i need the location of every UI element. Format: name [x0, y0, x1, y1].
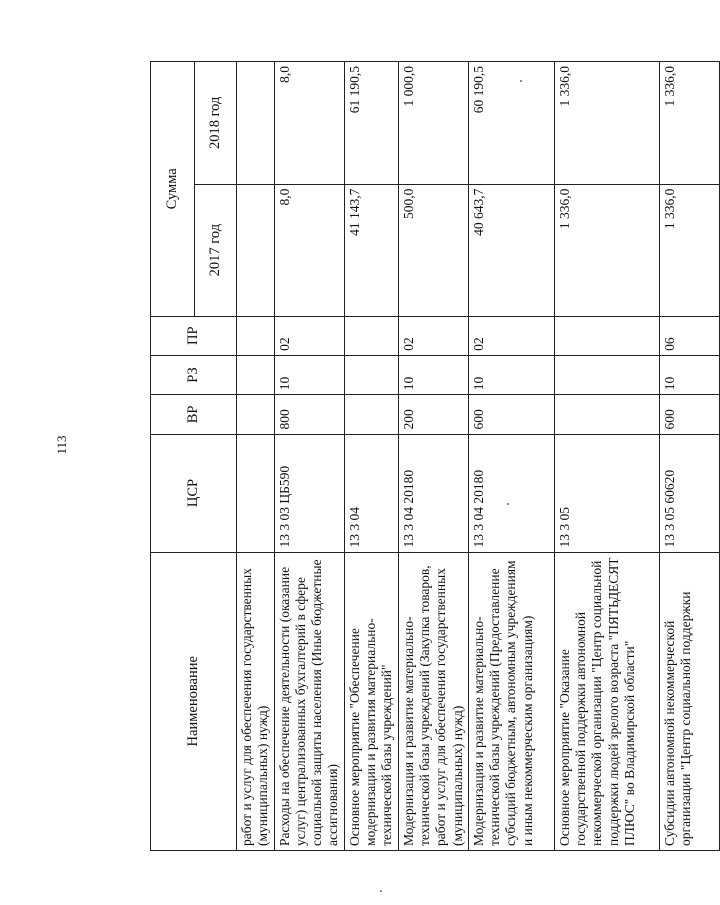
header-year-2018: 2018 год — [195, 62, 237, 185]
row-vr — [344, 395, 398, 434]
row-vr: 200 — [398, 395, 468, 434]
row-2017: 8,0 — [274, 184, 344, 316]
row-2018: 8,0 — [274, 62, 344, 185]
row-vr: 600 — [659, 395, 719, 434]
scan-speck — [507, 503, 509, 505]
row-rz — [237, 355, 275, 394]
row-pr: 02 — [274, 316, 344, 355]
row-name: Модернизация и развитие материально-технической базы учреждений (Закупка товаров, работ и услуг для обеспечения государственных (муниципальных) нужд) — [398, 552, 468, 850]
row-rz: 10 — [659, 355, 719, 394]
row-vr — [554, 395, 659, 434]
row-name: работ и услуг для обеспечения государственных (муниципальных) нужд) — [237, 552, 275, 850]
header-rz: РЗ — [151, 355, 237, 394]
table-row — [237, 62, 275, 851]
row-csr: 13 3 04 — [344, 434, 398, 552]
row-csr: 13 3 03 ЦБ590 — [274, 434, 344, 552]
table-row — [468, 62, 554, 851]
document-sheet — [150, 61, 694, 851]
row-pr: 02 — [398, 316, 468, 355]
row-name: Основное мероприятие "Обеспечение модернизации и развития материально-технической базы учреждений" — [344, 552, 398, 850]
scan-speck — [520, 80, 522, 82]
row-rz: 10 — [398, 355, 468, 394]
scan-speck — [380, 890, 382, 892]
row-2018: 1 336,0 — [659, 62, 719, 185]
header-pr: ПР — [151, 316, 237, 355]
page-number: 113 — [54, 435, 69, 455]
row-2018 — [237, 62, 275, 185]
table-row — [274, 62, 344, 851]
row-pr — [554, 316, 659, 355]
row-rz: 10 — [274, 355, 344, 394]
row-csr: 13 3 04 20180 — [398, 434, 468, 552]
table-row — [398, 62, 468, 851]
row-2017: 1 336,0 — [554, 184, 659, 316]
row-vr: 800 — [274, 395, 344, 434]
row-2017: 41 143,7 — [344, 184, 398, 316]
row-name: Расходы на обеспечение деятельности (оказание услуг) централизованных бухгалтерий в сфере социальной защиты населения (Иные бюджетные ассигнования) — [274, 552, 344, 850]
row-vr — [237, 395, 275, 434]
row-pr — [344, 316, 398, 355]
row-rz — [344, 355, 398, 394]
table-body — [237, 62, 720, 851]
row-2017: 500,0 — [398, 184, 468, 316]
row-pr: 02 — [468, 316, 554, 355]
row-name: Модернизация и развитие материально-технической базы учреждений (Предоставление субсидий бюджетным, автономным учреждениям и иным некоммерческим организациям) — [468, 552, 554, 850]
row-csr: 13 3 05 60620 — [659, 434, 719, 552]
table-header — [151, 62, 237, 851]
row-2018: 61 190,5 — [344, 62, 398, 185]
table-row — [554, 62, 659, 851]
table-row — [344, 62, 398, 851]
row-name: Основное мероприятие "Оказание государственной поддержки автономной некоммерческой организации "Центр социальной поддержки людей зрелого возраста "ПЯТЬДЕСЯТ ПЛЮС" во Владимирской области" — [554, 552, 659, 850]
header-name: Наименование — [151, 552, 237, 850]
row-pr: 06 — [659, 316, 719, 355]
header-year-2017: 2017 год — [195, 184, 237, 316]
row-2018: 1 000,0 — [398, 62, 468, 185]
row-2018: 1 336,0 — [554, 62, 659, 185]
rotated-content — [150, 61, 694, 851]
row-csr: 13 3 05 — [554, 434, 659, 552]
header-vr: ВР — [151, 395, 237, 434]
row-csr — [237, 434, 275, 552]
row-2017: 1 336,0 — [659, 184, 719, 316]
row-2018: 60 190,5 — [468, 62, 554, 185]
row-2017 — [237, 184, 275, 316]
header-sum: Сумма — [151, 62, 195, 317]
row-vr: 600 — [468, 395, 554, 434]
row-name: Субсидии автономной некоммерческой организации "Центр социальной поддержки — [659, 552, 719, 850]
header-csr: ЦСР — [151, 434, 237, 552]
row-pr — [237, 316, 275, 355]
row-csr: 13 3 04 20180 — [468, 434, 554, 552]
budget-table — [150, 61, 720, 851]
row-2017: 40 643,7 — [468, 184, 554, 316]
table-row — [659, 62, 719, 851]
row-rz: 10 — [468, 355, 554, 394]
row-rz — [554, 355, 659, 394]
